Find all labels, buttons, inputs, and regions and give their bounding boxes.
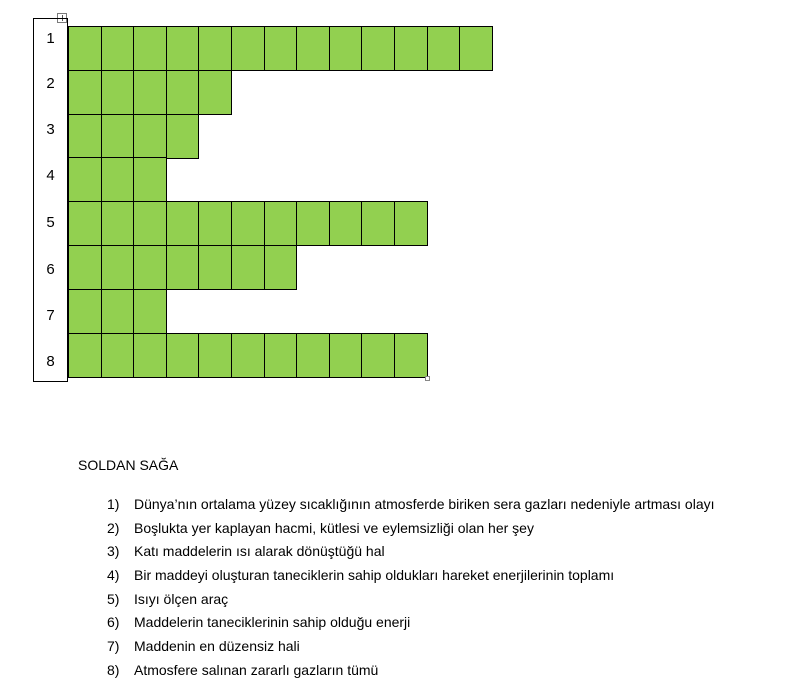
grid-cell[interactable] bbox=[101, 333, 135, 378]
grid-cell[interactable] bbox=[264, 245, 298, 290]
clue-number: 1) bbox=[107, 496, 120, 512]
grid-cell[interactable] bbox=[101, 157, 135, 202]
clue-text: Maddelerin taneciklerinin sahip olduğu enerji bbox=[134, 614, 411, 630]
row-number-1: 1 bbox=[46, 30, 55, 47]
clue-text: Dünya’nın ortalama yüzey sıcaklığının atmosferde biriken sera gazları nedeniyle artması olayı bbox=[134, 496, 715, 512]
grid-cell[interactable] bbox=[166, 26, 200, 71]
clue-text: Maddenin en düzensiz hali bbox=[134, 638, 300, 654]
grid-cell[interactable] bbox=[133, 26, 167, 71]
grid-cell[interactable] bbox=[68, 333, 102, 378]
grid-cell[interactable] bbox=[231, 333, 265, 378]
grid-cell[interactable] bbox=[394, 26, 428, 71]
grid-cell[interactable] bbox=[459, 26, 493, 71]
grid-cell[interactable] bbox=[296, 201, 330, 246]
grid-cell[interactable] bbox=[231, 245, 265, 290]
clue-text: Boşlukta yer kaplayan hacmi, kütlesi ve eylemsizliği olan her şey bbox=[134, 520, 534, 536]
grid-cell[interactable] bbox=[264, 333, 298, 378]
grid-cell[interactable] bbox=[198, 201, 232, 246]
clue-item bbox=[107, 662, 378, 678]
grid-cell[interactable] bbox=[166, 114, 200, 159]
grid-cell[interactable] bbox=[361, 333, 395, 378]
grid-cell[interactable] bbox=[68, 114, 102, 159]
grid-cell[interactable] bbox=[394, 333, 428, 378]
grid-cell[interactable] bbox=[361, 201, 395, 246]
clue-number: 6) bbox=[107, 614, 120, 630]
row-number-column bbox=[33, 18, 68, 382]
grid-cell[interactable] bbox=[329, 333, 363, 378]
clue-number: 7) bbox=[107, 638, 120, 654]
row-number-4: 4 bbox=[46, 167, 55, 184]
clue-text: Isıyı ölçen araç bbox=[134, 591, 229, 607]
clue-number: 4) bbox=[107, 567, 120, 583]
grid-cell[interactable] bbox=[133, 157, 167, 202]
clue-item bbox=[107, 638, 300, 654]
clue-number: 5) bbox=[107, 591, 120, 607]
clue-item bbox=[107, 567, 614, 583]
clue-number: 2) bbox=[107, 520, 120, 536]
grid-cell[interactable] bbox=[101, 245, 135, 290]
row-number-3: 3 bbox=[46, 121, 55, 138]
grid-cell[interactable] bbox=[329, 26, 363, 71]
grid-cell[interactable] bbox=[133, 114, 167, 159]
grid-cell[interactable] bbox=[166, 245, 200, 290]
grid-cell[interactable] bbox=[166, 201, 200, 246]
clue-item bbox=[107, 543, 385, 559]
clue-text: Bir maddeyi oluşturan taneciklerin sahip oldukları hareket enerjilerinin toplamı bbox=[134, 567, 615, 583]
grid-cell[interactable] bbox=[329, 201, 363, 246]
grid-cell[interactable] bbox=[101, 26, 135, 71]
grid-cell[interactable] bbox=[264, 26, 298, 71]
grid-cell[interactable] bbox=[166, 70, 200, 115]
row-number-6: 6 bbox=[46, 261, 55, 278]
clue-item bbox=[107, 614, 410, 630]
grid-cell[interactable] bbox=[101, 114, 135, 159]
grid-cell[interactable] bbox=[427, 26, 461, 71]
grid-cell[interactable] bbox=[68, 201, 102, 246]
grid-cell[interactable] bbox=[296, 333, 330, 378]
grid-cell[interactable] bbox=[133, 201, 167, 246]
table-resize-handle[interactable] bbox=[425, 376, 430, 381]
row-number-7: 7 bbox=[46, 307, 55, 324]
grid-cell[interactable] bbox=[133, 333, 167, 378]
grid-cell[interactable] bbox=[68, 245, 102, 290]
grid-cell[interactable] bbox=[198, 26, 232, 71]
grid-cell[interactable] bbox=[133, 289, 167, 334]
grid-cell[interactable] bbox=[101, 201, 135, 246]
clues-heading: SOLDAN SAĞA bbox=[78, 457, 179, 473]
grid-cell[interactable] bbox=[198, 70, 232, 115]
grid-cell[interactable] bbox=[68, 70, 102, 115]
clue-text: Atmosfere salınan zararlı gazların tümü bbox=[134, 662, 379, 678]
grid-cell[interactable] bbox=[101, 70, 135, 115]
grid-cell[interactable] bbox=[68, 157, 102, 202]
grid-cell[interactable] bbox=[166, 333, 200, 378]
clue-number: 3) bbox=[107, 543, 120, 559]
grid-cell[interactable] bbox=[296, 26, 330, 71]
row-number-8: 8 bbox=[46, 353, 55, 370]
grid-cell[interactable] bbox=[198, 245, 232, 290]
clue-item bbox=[107, 496, 715, 512]
clue-text: Katı maddelerin ısı alarak dönüştüğü hal bbox=[134, 543, 385, 559]
row-number-5: 5 bbox=[46, 214, 55, 231]
row-number-2: 2 bbox=[46, 75, 55, 92]
grid-cell[interactable] bbox=[394, 201, 428, 246]
grid-cell[interactable] bbox=[264, 201, 298, 246]
clue-item bbox=[107, 591, 228, 607]
grid-cell[interactable] bbox=[133, 245, 167, 290]
grid-cell[interactable] bbox=[68, 289, 102, 334]
grid-cell[interactable] bbox=[198, 333, 232, 378]
grid-cell[interactable] bbox=[133, 70, 167, 115]
clue-number: 8) bbox=[107, 662, 120, 678]
grid-cell[interactable] bbox=[68, 26, 102, 71]
clue-item bbox=[107, 520, 534, 536]
grid-cell[interactable] bbox=[101, 289, 135, 334]
grid-cell[interactable] bbox=[361, 26, 395, 71]
grid-cell[interactable] bbox=[231, 26, 265, 71]
grid-cell[interactable] bbox=[231, 201, 265, 246]
